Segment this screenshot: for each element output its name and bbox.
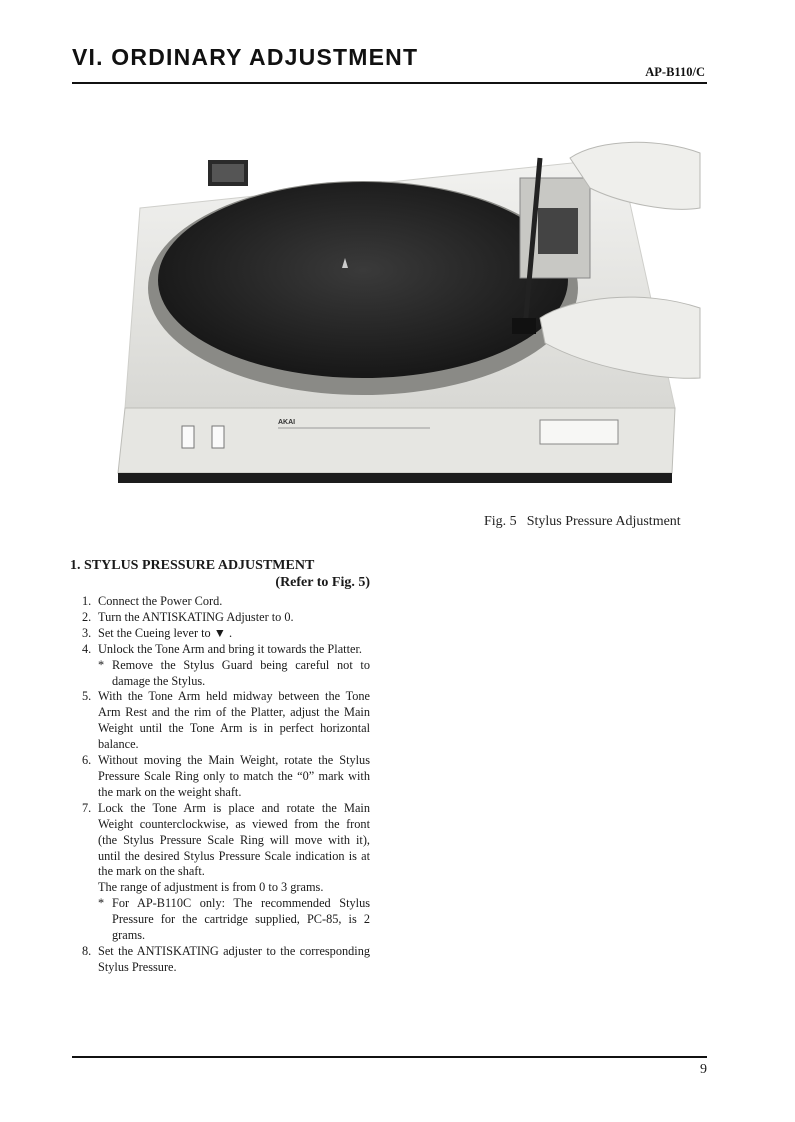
step-number: 1. bbox=[82, 594, 92, 608]
front-button-2 bbox=[212, 426, 224, 448]
step-4 bbox=[70, 642, 370, 690]
step-number: 4. bbox=[82, 641, 92, 656]
step-number: 8. bbox=[82, 943, 92, 958]
step-8 bbox=[70, 944, 370, 976]
step-text: Without moving the Main Weight, rotate the Stylus Pressure Scale Ring only to match the “0” mark with the mark on the weight shaft. bbox=[98, 753, 370, 799]
turntable-photo bbox=[100, 118, 708, 494]
asterisk-icon: * bbox=[98, 657, 105, 672]
front-button-1 bbox=[182, 426, 194, 448]
platter-mat bbox=[158, 182, 568, 378]
step-1 bbox=[70, 594, 370, 610]
step-5 bbox=[70, 689, 370, 753]
step-7 bbox=[70, 801, 370, 944]
page-number: 9 bbox=[700, 1062, 707, 1077]
model-number: AP-B110/C bbox=[645, 65, 705, 79]
note-text: Remove the Stylus Guard being careful not to damage the Stylus. bbox=[112, 657, 370, 688]
footer-rule bbox=[72, 1056, 707, 1058]
step-number: 7. bbox=[82, 800, 92, 815]
step-number: 5. bbox=[82, 689, 92, 704]
caption-label: Fig. 5 bbox=[484, 514, 517, 529]
brand-logo: AKAI bbox=[278, 419, 296, 426]
front-display bbox=[540, 420, 618, 444]
step-note bbox=[98, 658, 370, 690]
page-title: VI. ORDINARY ADJUSTMENT bbox=[72, 44, 419, 70]
step-text: Set the ANTISKATING adjuster to the corresponding Stylus Pressure. bbox=[98, 943, 370, 974]
step-list bbox=[70, 594, 370, 976]
step-text: Unlock the Tone Arm and bring it towards the Platter. bbox=[98, 641, 362, 656]
step-3 bbox=[70, 626, 370, 642]
caption-text: Stylus Pressure Adjustment bbox=[526, 514, 681, 529]
step-extra: The range of adjustment is from 0 to 3 grams. bbox=[98, 880, 324, 895]
stylus-pressure-section bbox=[70, 557, 370, 976]
step-6 bbox=[70, 753, 370, 801]
asterisk-icon: * bbox=[98, 896, 105, 911]
headshell bbox=[512, 318, 536, 334]
step-number: 3. bbox=[82, 625, 92, 640]
step-note bbox=[98, 896, 370, 944]
step-text: Connect the Power Cord. bbox=[98, 594, 223, 608]
step-text: Lock the Tone Arm is place and rotate the Main Weight counterclockwise, as viewed from the front (the Stylus Pressure Scale Ring will move with it), until the desired Stylus Pressure Scale indication is at the mark on the shaft. bbox=[98, 800, 370, 879]
step-text: Turn the ANTISKATING Adjuster to 0. bbox=[98, 609, 294, 624]
header-rule bbox=[72, 82, 707, 84]
section-heading: 1. STYLUS PRESSURE ADJUSTMENT bbox=[70, 558, 315, 573]
note-text: For AP-B110C only: The recommended Stylus Pressure for the cartridge supplied, PC-85, is 2 grams. bbox=[112, 896, 370, 943]
section-reference: (Refer to Fig. 5) bbox=[275, 575, 370, 590]
step-number: 6. bbox=[82, 753, 92, 768]
step-text: Set the Cueing lever to ▼ . bbox=[98, 625, 233, 640]
step-number: 2. bbox=[82, 609, 92, 624]
figure-caption bbox=[484, 514, 681, 530]
plinth-base bbox=[118, 473, 672, 483]
step-2 bbox=[70, 610, 370, 626]
step-text: With the Tone Arm held midway between the Tone Arm Rest and the rim of the Platter, adjust the Main Weight until the Tone Arm is in perfect horizontal balance. bbox=[98, 689, 370, 752]
